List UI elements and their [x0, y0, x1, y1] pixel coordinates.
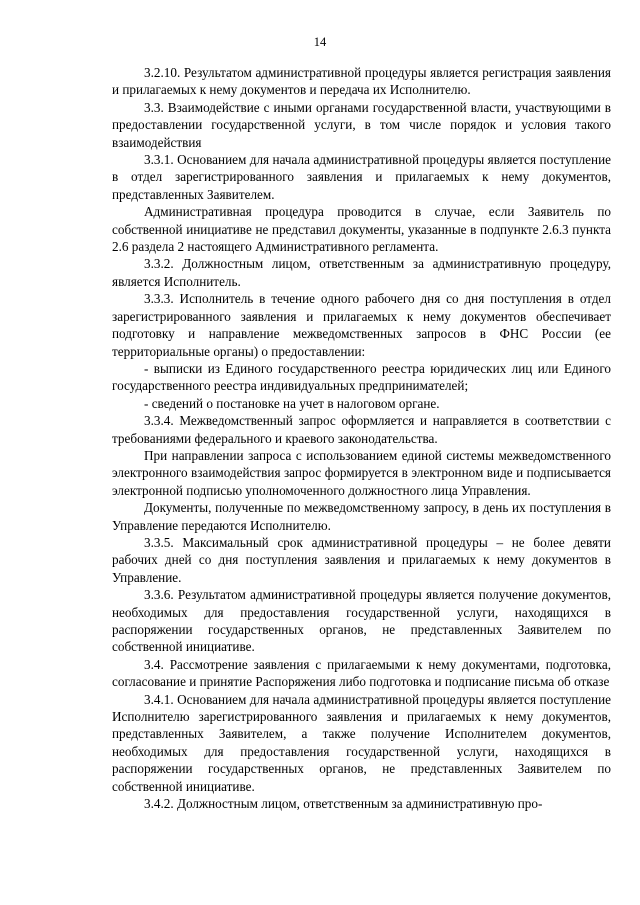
paragraph-3-2-10: 3.2.10. Результатом административной процедуры является регистрация заявления и прилагаемых к нему документов и передача их Исполнителю.: [112, 65, 611, 98]
paragraph-3-3-6: 3.3.6. Результатом административной процедуры является получение документов, необходимых для предоставления государственной услуги, находящихся в распоряжении государственных органов, не представленных Заявителем по собственной инициативе.: [112, 587, 611, 655]
document-body: [112, 64, 611, 812]
paragraph-3-3-1: 3.3.1. Основанием для начала административной процедуры является поступление в отдел зарегистрированного заявления и прилагаемых к нему документов, представленных Заявителем.: [112, 152, 611, 202]
list-item-registry-extract: - выписки из Единого государственного реестра юридических лиц или Единого государственного реестра индивидуальных предпринимателей;: [112, 360, 611, 394]
paragraph-received-documents: Документы, полученные по межведомственному запросу, в день их поступления в Управление передаются Исполнителю.: [112, 500, 611, 533]
list-item-tax-registration: - сведений о постановке на учет в налоговом органе.: [144, 395, 440, 411]
paragraph-3-3-2: 3.3.2. Должностным лицом, ответственным за административную процедуру, является Исполнитель.: [112, 256, 611, 289]
page-number: 14: [313, 35, 327, 49]
paragraph-3-4-1: 3.4.1. Основанием для начала административной процедуры является поступление Исполнителю зарегистрированного заявления и прилагаемых к нему документов, представленных Заявителем, а также получение Исполнителем документов, необходимых для предоставления государственной услуги, находящихся в распоряжении государственных органов, не представленных Заявителем по собственной инициативе.: [112, 691, 611, 794]
paragraph-3-3-4: 3.3.4. Межведомственный запрос оформляется и направляется в соответствии с требованиями федерального и краевого законодательства.: [112, 413, 611, 446]
paragraph-procedure-case: Административная процедура проводится в случае, если Заявитель по собственной инициативе не представил документы, указанные в подпункте 2.6.3 пункта 2.6 раздела 2 настоящего Административного регламента.: [112, 204, 611, 255]
paragraph-electronic-request: При направлении запроса с использованием единой системы межведомственного электронного взаимодействия запрос формируется в электронном виде и подписывается электронной подписью уполномоченного должностного лица Управления.: [112, 447, 611, 498]
paragraph-3-4-2: 3.4.2. Должностным лицом, ответственным за административную про-: [144, 796, 543, 812]
paragraph-3-3-5: 3.3.5. Максимальный срок административной процедуры – не более девяти рабочих дней со дня поступления заявления и прилагаемых к нему документов в Управление.: [112, 534, 611, 585]
section-heading-3-4: 3.4. Рассмотрение заявления с прилагаемыми к нему документами, подготовка, согласование и принятие Распоряжения либо подготовка и подписание письма об отказе: [112, 656, 611, 690]
section-heading-3-3: 3.3. Взаимодействие с иными органами государственной власти, участвующими в предоставлении государственной услуги, в том числе порядок и условия такого взаимодействия: [112, 99, 611, 150]
paragraph-3-3-3: 3.3.3. Исполнитель в течение одного рабочего дня со дня поступления в отдел зарегистрированного заявления и прилагаемых к нему документов обеспечивает подготовку и направление межведомственных запросов в ФНС России (ее территориальные органы) о предоставлении:: [112, 291, 611, 359]
